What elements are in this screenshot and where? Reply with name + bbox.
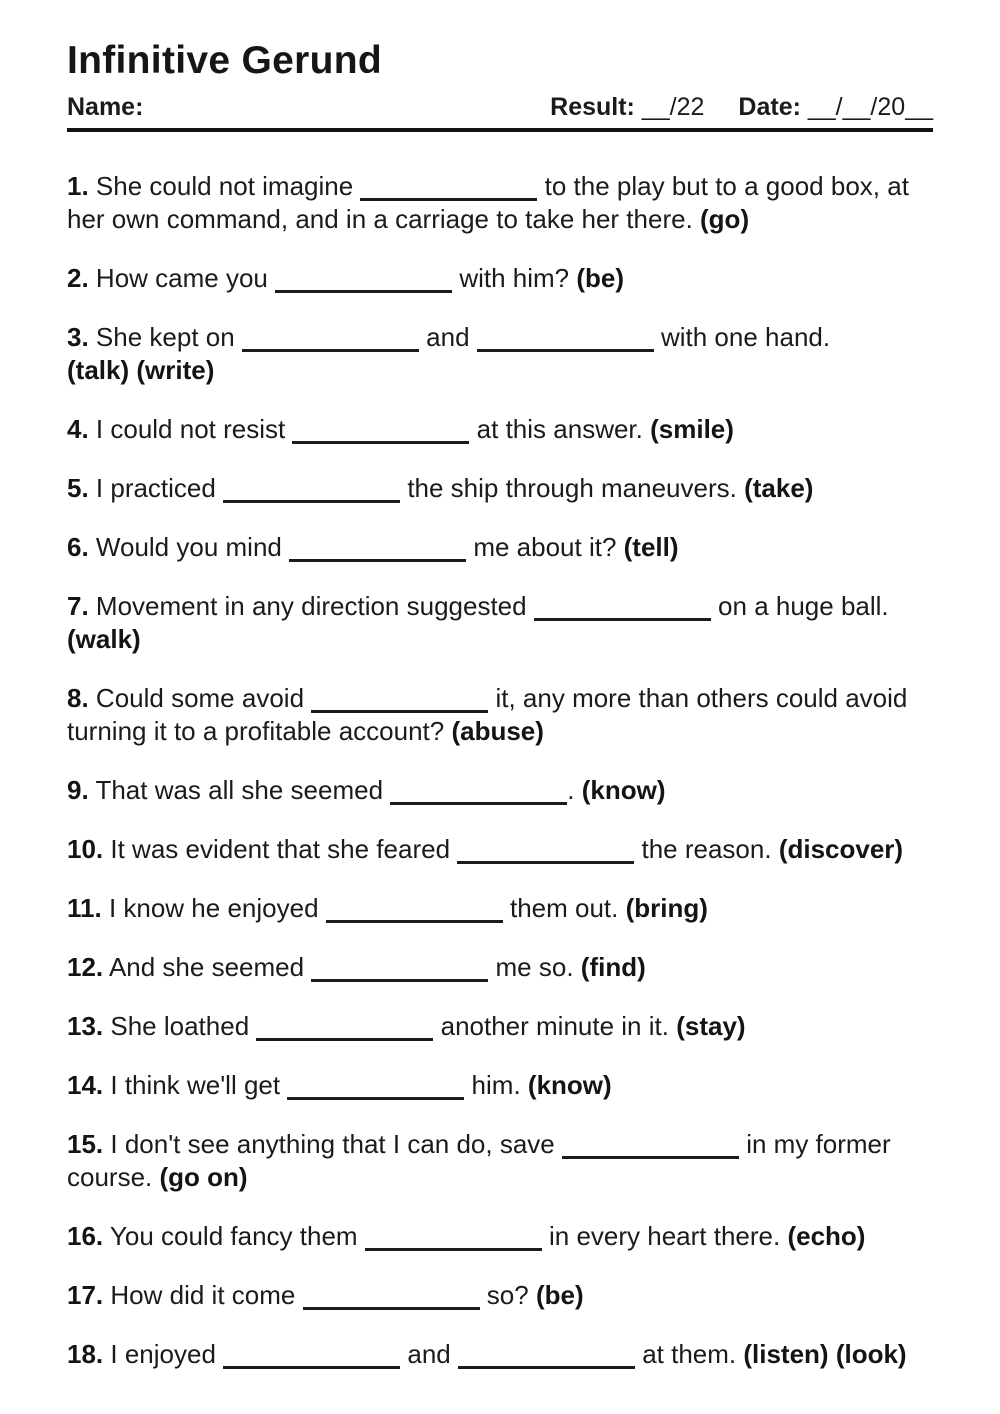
question-item: 7. Movement in any direction suggested on a huge ball. (walk) — [67, 591, 889, 654]
question-number: 1. — [67, 171, 89, 201]
verb-hint: (echo) — [787, 1221, 866, 1251]
answer-blank[interactable] — [223, 1362, 400, 1369]
answer-blank[interactable] — [390, 798, 567, 805]
page-title: Infinitive Gerund — [67, 39, 382, 82]
question-item: 16. You could fancy them in every heart there. (echo) — [67, 1221, 866, 1251]
question-item: 12. And she seemed me so. (find) — [67, 952, 646, 982]
question-number: 3. — [67, 322, 89, 352]
question-item: 4. I could not resist at this answer. (smile) — [67, 414, 734, 444]
answer-blank[interactable] — [292, 437, 469, 444]
verb-hint: (know) — [527, 1070, 612, 1100]
answer-blank[interactable] — [303, 1303, 480, 1310]
verb-hint: (be) — [535, 1280, 584, 1310]
question-number: 9. — [67, 775, 89, 805]
question-number: 10. — [67, 834, 104, 864]
verb-hint: (talk) — [67, 355, 130, 385]
verb-hint: (listen) — [743, 1339, 829, 1369]
worksheet-header — [67, 94, 933, 132]
name-label: Name: — [67, 93, 144, 121]
answer-blank[interactable] — [289, 555, 466, 562]
answer-blank[interactable] — [256, 1034, 433, 1041]
question-item: 10. It was evident that she feared the reason. (discover) — [67, 834, 904, 864]
verb-hint: (be) — [576, 263, 625, 293]
result-value: __/22 — [641, 93, 705, 121]
verb-hint: (discover) — [778, 834, 904, 864]
result-label: Result: — [550, 93, 635, 121]
question-number: 7. — [67, 591, 89, 621]
question-number: 14. — [67, 1070, 104, 1100]
verb-hint: (look) — [835, 1339, 907, 1369]
answer-blank[interactable] — [534, 614, 711, 621]
answer-blank[interactable] — [275, 286, 452, 293]
verb-hint: (stay) — [676, 1011, 746, 1041]
date-value: __/__/20__ — [807, 93, 933, 121]
question-item: 18. I enjoyed and at them. (listen) (look) — [67, 1339, 907, 1369]
question-item: 15. I don't see anything that I can do, save in my former course. (go on) — [67, 1129, 891, 1192]
verb-hint: (take) — [744, 473, 814, 503]
questions-list — [67, 170, 933, 1371]
question-number: 5. — [67, 473, 89, 503]
question-number: 17. — [67, 1280, 104, 1310]
answer-blank[interactable] — [457, 857, 634, 864]
answer-blank[interactable] — [287, 1093, 464, 1100]
result-field — [550, 94, 704, 121]
answer-blank[interactable] — [365, 1244, 542, 1251]
question-number: 4. — [67, 414, 89, 444]
question-item: 8. Could some avoid it, any more than others could avoid turning it to a profitable account? (abuse) — [67, 683, 908, 746]
question-number: 16. — [67, 1221, 104, 1251]
verb-hint: (find) — [580, 952, 646, 982]
question-item: 14. I think we'll get him. (know) — [67, 1070, 612, 1100]
question-number: 11. — [67, 893, 102, 923]
answer-blank[interactable] — [562, 1152, 739, 1159]
verb-hint: (smile) — [650, 414, 734, 444]
question-item: 1. She could not imagine to the play but to a good box, at her own command, and in a carriage to take her there. (go) — [67, 171, 909, 234]
answer-blank[interactable] — [223, 496, 400, 503]
verb-hint: (know) — [581, 775, 666, 805]
question-number: 13. — [67, 1011, 104, 1041]
question-item: 13. She loathed another minute in it. (stay) — [67, 1011, 746, 1041]
answer-blank[interactable] — [311, 706, 488, 713]
verb-hint: (bring) — [625, 893, 708, 923]
question-number: 6. — [67, 532, 89, 562]
answer-blank[interactable] — [242, 345, 419, 352]
question-item: 3. She kept on and with one hand. (talk) (write) — [67, 322, 831, 385]
verb-hint: (go on) — [159, 1162, 248, 1192]
question-number: 8. — [67, 683, 89, 713]
answer-blank[interactable] — [311, 975, 488, 982]
verb-hint: (go) — [700, 204, 750, 234]
question-number: 15. — [67, 1129, 104, 1159]
question-item: 9. That was all she seemed . (know) — [67, 775, 666, 805]
date-label: Date: — [738, 93, 801, 121]
question-item: 6. Would you mind me about it? (tell) — [67, 532, 679, 562]
question-number: 12. — [67, 952, 104, 982]
answer-blank[interactable] — [360, 194, 537, 201]
verb-hint: (write) — [136, 355, 215, 385]
answer-blank[interactable] — [458, 1362, 635, 1369]
question-number: 2. — [67, 263, 89, 293]
question-item: 2. How came you with him? (be) — [67, 263, 625, 293]
scores-area — [550, 94, 933, 121]
verb-hint: (tell) — [623, 532, 679, 562]
question-item: 17. How did it come so? (be) — [67, 1280, 584, 1310]
answer-blank[interactable] — [326, 916, 503, 923]
date-field — [738, 94, 933, 121]
question-item: 11. I know he enjoyed them out. (bring) — [67, 893, 708, 923]
verb-hint: (walk) — [67, 624, 141, 654]
verb-hint: (abuse) — [451, 716, 544, 746]
question-number: 18. — [67, 1339, 104, 1369]
answer-blank[interactable] — [477, 345, 654, 352]
question-item: 5. I practiced the ship through maneuvers. (take) — [67, 473, 814, 503]
